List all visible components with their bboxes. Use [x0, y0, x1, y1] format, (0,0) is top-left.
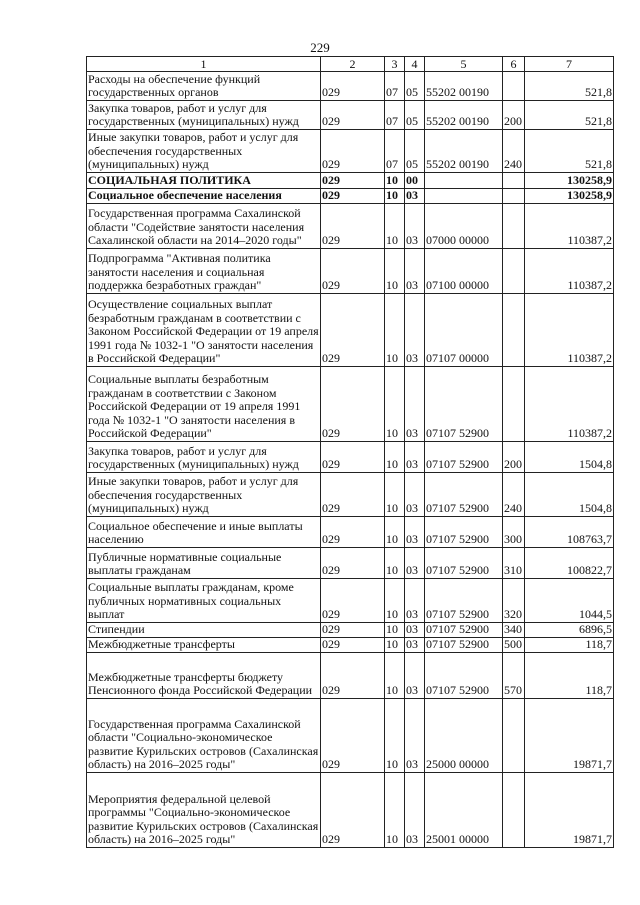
table-row	[87, 101, 614, 130]
cell-expense-type	[503, 367, 525, 442]
cell-subsection: 03	[405, 294, 425, 367]
cell-amount: 521,8	[525, 72, 614, 101]
cell-ministry-code: 029	[321, 699, 385, 773]
table-row	[87, 189, 614, 204]
cell-subsection: 03	[405, 249, 425, 294]
table-row	[87, 473, 614, 517]
cell-ministry-code: 029	[321, 130, 385, 173]
cell-target-article: 07107 52900	[425, 442, 503, 473]
cell-target-article: 25000 00000	[425, 699, 503, 773]
cell-ministry-code: 029	[321, 579, 385, 623]
cell-ministry-code: 029	[321, 473, 385, 517]
cell-amount: 1504,8	[525, 473, 614, 517]
cell-amount: 108763,7	[525, 517, 614, 548]
cell-name: Подпрограмма "Активная политика занятости населения и социальная поддержка безработных граждан"	[87, 249, 321, 294]
header-col-4: 4	[405, 57, 425, 72]
cell-section: 10	[385, 473, 405, 517]
cell-subsection: 03	[405, 442, 425, 473]
cell-ministry-code: 029	[321, 517, 385, 548]
table-row	[87, 442, 614, 473]
cell-expense-type	[503, 72, 525, 101]
cell-amount: 110387,2	[525, 367, 614, 442]
header-col-3: 3	[385, 57, 405, 72]
cell-ministry-code: 029	[321, 72, 385, 101]
table-row	[87, 204, 614, 249]
cell-amount: 521,8	[525, 101, 614, 130]
cell-subsection: 03	[405, 623, 425, 638]
table-row	[87, 699, 614, 773]
cell-expense-type	[503, 249, 525, 294]
cell-target-article: 07107 52900	[425, 623, 503, 638]
cell-subsection: 03	[405, 699, 425, 773]
table-row	[87, 623, 614, 638]
cell-amount: 110387,2	[525, 294, 614, 367]
cell-subsection: 03	[405, 473, 425, 517]
cell-expense-type: 500	[503, 638, 525, 653]
cell-expense-type: 310	[503, 548, 525, 579]
cell-section: 10	[385, 294, 405, 367]
cell-expense-type: 240	[503, 473, 525, 517]
cell-amount: 6896,5	[525, 623, 614, 638]
cell-section: 07	[385, 130, 405, 173]
table-row	[87, 130, 614, 173]
cell-ministry-code: 029	[321, 638, 385, 653]
cell-name: Социальные выплаты гражданам, кроме публичных нормативных социальных выплат	[87, 579, 321, 623]
cell-name: Закупка товаров, работ и услуг для государственных (муниципальных) нужд	[87, 101, 321, 130]
table-row	[87, 72, 614, 101]
cell-name: Иные закупки товаров, работ и услуг для обеспечения государственных (муниципальных) нужд	[87, 473, 321, 517]
cell-subsection: 03	[405, 204, 425, 249]
cell-section: 10	[385, 204, 405, 249]
cell-amount: 110387,2	[525, 204, 614, 249]
table-row	[87, 773, 614, 848]
cell-ministry-code: 029	[321, 653, 385, 699]
cell-name: Мероприятия федеральной целевой программы "Социально-экономическое развитие Курильских островов (Сахалинская область) на 2016–2025 годы"	[87, 773, 321, 848]
cell-expense-type: 240	[503, 130, 525, 173]
header-col-1: 1	[87, 57, 321, 72]
budget-table	[86, 56, 614, 848]
cell-name: Государственная программа Сахалинской области "Содействие занятости населения Сахалинской области на 2014–2020 годы"	[87, 204, 321, 249]
cell-amount: 19871,7	[525, 699, 614, 773]
cell-subsection: 03	[405, 517, 425, 548]
header-col-6: 6	[503, 57, 525, 72]
cell-expense-type: 200	[503, 442, 525, 473]
cell-name: Социальное обеспечение населения	[87, 189, 321, 204]
table-header-row	[87, 57, 614, 72]
table-row	[87, 579, 614, 623]
cell-name: Межбюджетные трансферты	[87, 638, 321, 653]
cell-ministry-code: 029	[321, 548, 385, 579]
cell-name: Стипендии	[87, 623, 321, 638]
cell-target-article: 25001 00000	[425, 773, 503, 848]
cell-name: Социальное обеспечение и иные выплаты населению	[87, 517, 321, 548]
cell-target-article: 07107 52900	[425, 579, 503, 623]
cell-expense-type: 200	[503, 101, 525, 130]
cell-subsection: 03	[405, 638, 425, 653]
cell-section: 07	[385, 72, 405, 101]
cell-name: Межбюджетные трансферты бюджету Пенсионного фонда Российской Федерации	[87, 653, 321, 699]
cell-section: 10	[385, 249, 405, 294]
cell-target-article	[425, 173, 503, 189]
table-body	[87, 72, 614, 848]
cell-subsection: 03	[405, 367, 425, 442]
cell-target-article: 07107 52900	[425, 653, 503, 699]
cell-amount: 19871,7	[525, 773, 614, 848]
cell-name: Закупка товаров, работ и услуг для государственных (муниципальных) нужд	[87, 442, 321, 473]
cell-subsection: 03	[405, 579, 425, 623]
header-col-5: 5	[425, 57, 503, 72]
cell-ministry-code: 029	[321, 294, 385, 367]
cell-name: Расходы на обеспечение функций государственных органов	[87, 72, 321, 101]
cell-section: 10	[385, 653, 405, 699]
cell-amount: 1044,5	[525, 579, 614, 623]
cell-section: 10	[385, 189, 405, 204]
cell-section: 07	[385, 101, 405, 130]
table-row	[87, 548, 614, 579]
cell-name: Социальные выплаты безработным гражданам в соответствии с Законом Российской Федерации от 19 апреля 1991 года № 1032-1 "О занятости населения в Российской Федерации"	[87, 367, 321, 442]
cell-ministry-code: 029	[321, 101, 385, 130]
table-row	[87, 517, 614, 548]
cell-subsection: 05	[405, 130, 425, 173]
cell-section: 10	[385, 548, 405, 579]
cell-ministry-code: 029	[321, 189, 385, 204]
cell-expense-type	[503, 773, 525, 848]
cell-section: 10	[385, 623, 405, 638]
cell-target-article: 07000 00000	[425, 204, 503, 249]
table-row	[87, 173, 614, 189]
cell-expense-type	[503, 173, 525, 189]
cell-name: Иные закупки товаров, работ и услуг для обеспечения государственных (муниципальных) нужд	[87, 130, 321, 173]
cell-amount: 130258,9	[525, 173, 614, 189]
cell-target-article: 07107 52900	[425, 473, 503, 517]
cell-amount: 521,8	[525, 130, 614, 173]
cell-ministry-code: 029	[321, 173, 385, 189]
cell-amount: 130258,9	[525, 189, 614, 204]
cell-subsection: 03	[405, 189, 425, 204]
table-row	[87, 653, 614, 699]
cell-ministry-code: 029	[321, 367, 385, 442]
table-row	[87, 249, 614, 294]
cell-section: 10	[385, 579, 405, 623]
cell-ministry-code: 029	[321, 623, 385, 638]
cell-target-article: 07107 52900	[425, 638, 503, 653]
cell-subsection: 00	[405, 173, 425, 189]
cell-section: 10	[385, 699, 405, 773]
cell-target-article: 07107 52900	[425, 367, 503, 442]
cell-ministry-code: 029	[321, 442, 385, 473]
cell-amount: 110387,2	[525, 249, 614, 294]
cell-target-article: 07107 00000	[425, 294, 503, 367]
cell-expense-type	[503, 189, 525, 204]
cell-expense-type	[503, 204, 525, 249]
cell-amount: 100822,7	[525, 548, 614, 579]
cell-target-article: 07107 52900	[425, 517, 503, 548]
cell-section: 10	[385, 442, 405, 473]
cell-expense-type: 340	[503, 623, 525, 638]
cell-name: СОЦИАЛЬНАЯ ПОЛИТИКА	[87, 173, 321, 189]
cell-target-article: 07100 00000	[425, 249, 503, 294]
cell-subsection: 03	[405, 548, 425, 579]
cell-target-article: 55202 00190	[425, 72, 503, 101]
cell-amount: 1504,8	[525, 442, 614, 473]
cell-subsection: 03	[405, 773, 425, 848]
cell-amount: 118,7	[525, 638, 614, 653]
cell-section: 10	[385, 367, 405, 442]
cell-section: 10	[385, 773, 405, 848]
cell-expense-type: 320	[503, 579, 525, 623]
cell-section: 10	[385, 638, 405, 653]
cell-expense-type	[503, 294, 525, 367]
cell-target-article: 55202 00190	[425, 130, 503, 173]
cell-amount: 118,7	[525, 653, 614, 699]
cell-subsection: 03	[405, 653, 425, 699]
header-col-7: 7	[525, 57, 614, 72]
page-number: 229	[310, 40, 330, 55]
table-row	[87, 294, 614, 367]
cell-subsection: 05	[405, 101, 425, 130]
cell-expense-type	[503, 699, 525, 773]
cell-target-article: 07107 52900	[425, 548, 503, 579]
cell-ministry-code: 029	[321, 204, 385, 249]
cell-name: Публичные нормативные социальные выплаты гражданам	[87, 548, 321, 579]
table-row	[87, 638, 614, 653]
cell-expense-type: 300	[503, 517, 525, 548]
cell-name: Осуществление социальных выплат безработным гражданам в соответствии с Законом Российской Федерации от 19 апреля 1991 года № 1032-1 "О занятости населения в Российской Федерации"	[87, 294, 321, 367]
cell-name: Государственная программа Сахалинской области "Социально-экономическое развитие Курильских островов (Сахалинская область) на 2016–2025 годы"	[87, 699, 321, 773]
cell-target-article	[425, 189, 503, 204]
cell-section: 10	[385, 517, 405, 548]
cell-expense-type: 570	[503, 653, 525, 699]
cell-section: 10	[385, 173, 405, 189]
cell-subsection: 05	[405, 72, 425, 101]
header-col-2: 2	[321, 57, 385, 72]
cell-ministry-code: 029	[321, 249, 385, 294]
cell-ministry-code: 029	[321, 773, 385, 848]
cell-target-article: 55202 00190	[425, 101, 503, 130]
table-row	[87, 367, 614, 442]
